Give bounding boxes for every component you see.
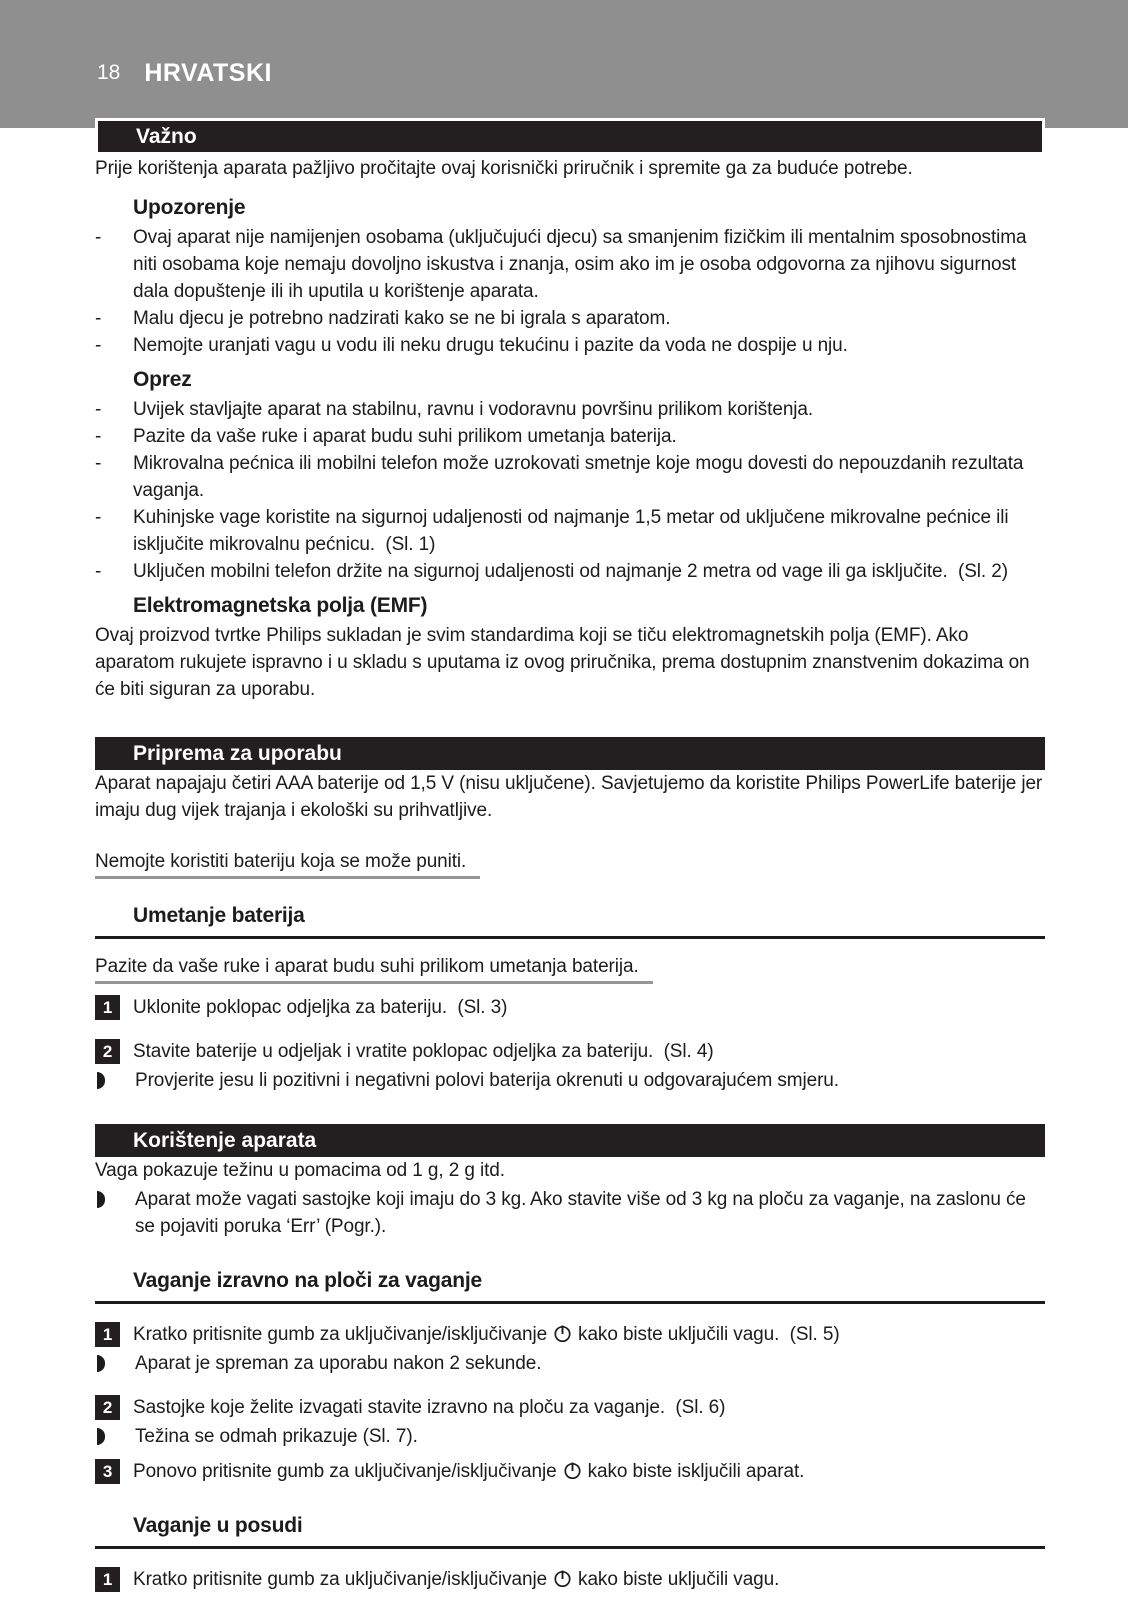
step-number-badge: 3 bbox=[95, 1459, 120, 1484]
emf-paragraph: Ovaj proizvod tvrtke Philips sukladan je svim standardima koji se tiču elektromagnetskih polja (EMF). Ako aparatom rukujete ispravno i u skladu s uputama iz ovog priručnika, prema dostupnim znanstvenim dokazima on će biti siguran za uporabu. bbox=[95, 625, 1030, 700]
result-row: Težina se odmah prikazuje (Sl. 7). bbox=[95, 1423, 1045, 1450]
list-item: - Kuhinjske vage koristite na sigurnoj udaljenosti od najmanje 1,5 metar od uključene mikrovalne pećnice ili isključite mikrovalnu pećnicu. (Sl. 1) bbox=[95, 504, 1045, 558]
dash-bullet: - bbox=[95, 453, 102, 474]
power-icon bbox=[553, 1569, 572, 1588]
half-circle-bullet-icon bbox=[97, 1191, 105, 1208]
list-item: - Uvijek stavljajte aparat na stabilnu, ravnu i vodoravnu površinu prilikom korištenja. bbox=[95, 396, 1045, 423]
step-row: 1 Kratko pritisnite gumb za uključivanje/isključivanje kako biste uključili vagu. (Sl. 5) bbox=[95, 1321, 1045, 1348]
koristenje-paragraph: Vaga pokazuje težinu u pomacima od 1 g, 2 g itd. bbox=[95, 1160, 505, 1181]
result-row: Provjerite jesu li pozitivni i negativni polovi baterija okrenuti u odgovarajućem smjeru. bbox=[95, 1067, 1045, 1094]
heading-emf: Elektromagnetska polja (EMF) bbox=[133, 594, 428, 617]
step-row: 2 Stavite baterije u odjeljak i vratite poklopac odjeljka za bateriju. (Sl. 4) bbox=[95, 1038, 1045, 1065]
dash-bullet: - bbox=[95, 335, 102, 356]
dash-bullet: - bbox=[95, 227, 102, 248]
dash-bullet: - bbox=[95, 426, 102, 447]
list-item: - Pazite da vaše ruke i aparat budu suhi prilikom umetanja baterija. bbox=[95, 423, 1045, 450]
page-number: 18 bbox=[97, 61, 121, 84]
power-icon bbox=[563, 1461, 582, 1480]
step-number-badge: 2 bbox=[95, 1039, 120, 1064]
dash-bullet: - bbox=[95, 561, 102, 582]
step-row: 3 Ponovo pritisnite gumb za uključivanje/isključivanje kako biste isključili aparat. bbox=[95, 1458, 1045, 1485]
step-row: 1 Uklonite poklopac odjeljka za bateriju. (Sl. 3) bbox=[95, 994, 1045, 1021]
result-row: Aparat je spreman za uporabu nakon 2 sekunde. bbox=[95, 1350, 1045, 1377]
list-item: - Malu djecu je potrebno nadzirati kako se ne bi igrala s aparatom. bbox=[95, 305, 1045, 332]
result-row: Aparat može vagati sastojke koji imaju do 3 kg. Ako stavite više od 3 kg na ploču za vaganje, na zaslonu će se pojaviti poruka ‘Err’ (Pogr.). bbox=[95, 1186, 1045, 1240]
section-bar-title: Korištenje aparata bbox=[133, 1129, 317, 1152]
step-row: 1 Kratko pritisnite gumb za uključivanje/isključivanje kako biste uključili vagu. bbox=[95, 1566, 1045, 1593]
warning-list bbox=[95, 224, 1045, 359]
half-circle-bullet-icon bbox=[97, 1355, 105, 1372]
dash-bullet: - bbox=[95, 308, 102, 329]
caution-list bbox=[95, 396, 1045, 585]
section-bar-vazno bbox=[95, 118, 1045, 155]
half-circle-bullet-icon bbox=[97, 1072, 105, 1089]
step-number-badge: 1 bbox=[95, 1567, 120, 1592]
heading-oprez: Oprez bbox=[133, 368, 192, 391]
heading-upozorenje: Upozorenje bbox=[133, 196, 246, 219]
battery-note: Nemojte koristiti bateriju koja se može puniti. bbox=[95, 848, 1045, 875]
priprema-paragraph: Aparat napajaju četiri AAA baterije od 1,5 V (nisu uključene). Savjetujemo da koristite Philips PowerLife baterije jer imaju dug vijek trajanja i ekološki su prihvatljive. bbox=[95, 773, 1043, 821]
subheading-umetanje: Umetanje baterija bbox=[95, 903, 1045, 939]
section-bar-priprema bbox=[95, 737, 1045, 770]
step-number-badge: 1 bbox=[95, 995, 120, 1020]
section-bar-koristenje bbox=[95, 1124, 1045, 1157]
page-header-banner bbox=[0, 0, 1128, 128]
dash-bullet: - bbox=[95, 399, 102, 420]
step-number-badge: 1 bbox=[95, 1322, 120, 1347]
dash-bullet: - bbox=[95, 507, 102, 528]
manual-content bbox=[95, 118, 1045, 1593]
section-bar-title: Priprema za uporabu bbox=[133, 742, 342, 765]
subheading-vaganje-posuda: Vaganje u posudi bbox=[95, 1513, 1045, 1549]
half-circle-bullet-icon bbox=[97, 1428, 105, 1445]
list-item: - Mikrovalna pećnica ili mobilni telefon može uzrokovati smetnje koje mogu dovesti do nepouzdanih rezultata vaganja. bbox=[95, 450, 1045, 504]
power-icon bbox=[553, 1324, 572, 1343]
list-item: - Nemojte uranjati vagu u vodu ili neku drugu tekućinu i pazite da voda ne dospije u nju. bbox=[95, 332, 1045, 359]
subheading-vaganje-ploca: Vaganje izravno na ploči za vaganje bbox=[95, 1268, 1045, 1304]
list-item: - Uključen mobilni telefon držite na sigurnoj udaljenosti od najmanje 2 metra od vage ili ga isključite. (Sl. 2) bbox=[95, 558, 1045, 585]
list-item: - Ovaj aparat nije namijenjen osobama (uključujući djecu) sa smanjenim fizičkim ili mentalnim sposobnostima niti osobama koje nemaju dovoljno iskustva i znanja, osim ako im je osoba odgovorna za njihovu sigurnost dala dopuštenje ili ih uputila u korištenje aparata. bbox=[95, 224, 1045, 305]
dry-hands-note: Pazite da vaše ruke i aparat budu suhi prilikom umetanja baterija. bbox=[95, 953, 1045, 980]
step-number-badge: 2 bbox=[95, 1395, 120, 1420]
step-row: 2 Sastojke koje želite izvagati stavite izravno na ploču za vaganje. (Sl. 6) bbox=[95, 1394, 1045, 1421]
language-title: HRVATSKI bbox=[144, 58, 272, 87]
intro-paragraph: Prije korištenja aparata pažljivo pročitajte ovaj korisnički priručnik i spremite ga za buduće potrebe. bbox=[95, 158, 913, 179]
section-bar-title: Važno bbox=[136, 125, 197, 148]
